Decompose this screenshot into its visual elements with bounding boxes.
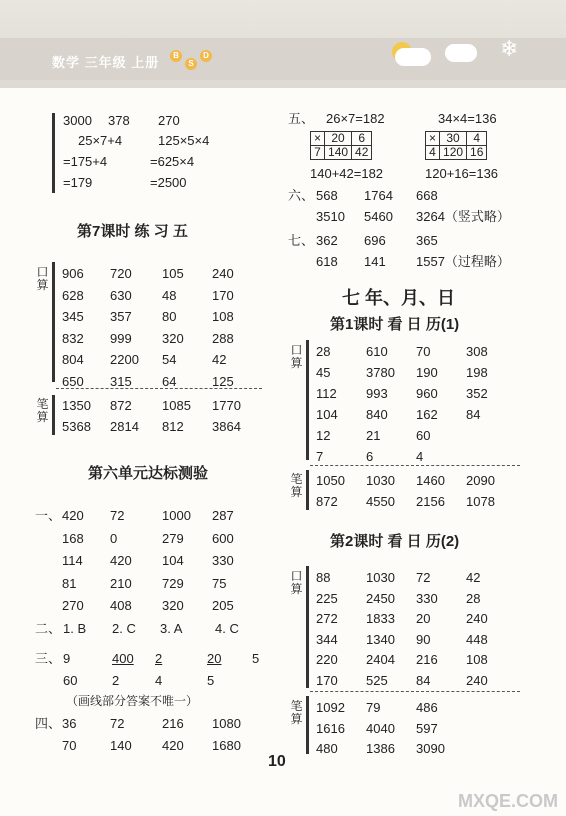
section-1-label: 一、 xyxy=(35,508,62,523)
calc-cell: =625×4 xyxy=(150,154,195,169)
fill-answer: 20 xyxy=(207,651,222,666)
grid-cell: 344 xyxy=(316,631,338,647)
grid-cell: 628 xyxy=(62,287,84,303)
grid-cell: 36 xyxy=(62,716,77,731)
grid-cell: 4 xyxy=(416,449,424,464)
grid-cell: 240 xyxy=(466,611,488,626)
grid-cell: 4550 xyxy=(366,494,395,509)
grid-cell: 72 xyxy=(110,508,125,523)
section-6-label: 六、 xyxy=(288,188,315,203)
grid-cell: 7 xyxy=(316,449,324,464)
grid-cell: 28 xyxy=(466,590,481,606)
section-7-label: 七、 xyxy=(288,233,315,248)
grid-cell: 2200 xyxy=(110,352,139,367)
grid-cell: 525 xyxy=(366,672,388,688)
grid-cell: 42 xyxy=(466,570,481,585)
table-cell: 4 xyxy=(467,132,487,146)
grid-cell: 330 xyxy=(416,590,438,606)
grid-cell: 315 xyxy=(110,373,132,389)
grid-cell: 872 xyxy=(316,494,338,509)
table-cell: 4 xyxy=(426,146,440,160)
grid-cell: 125 xyxy=(212,373,234,389)
calc-cell: 378 xyxy=(108,113,130,128)
grid-cell: 320 xyxy=(162,598,184,613)
grid-cell: 993 xyxy=(366,386,388,401)
grid-cell: 6 xyxy=(366,449,374,464)
grid-cell: 216 xyxy=(162,716,184,731)
grid-cell: 72 xyxy=(416,570,431,585)
choice-answer: 2. C xyxy=(112,621,136,636)
grid-cell: 1092 xyxy=(316,700,345,715)
grid-cell: 1460 xyxy=(416,473,445,488)
calc-cell: =179 xyxy=(63,175,93,190)
divider xyxy=(310,465,520,466)
fill-answer: 2 xyxy=(112,673,120,688)
grid-cell: 240 xyxy=(212,266,234,281)
lesson7-title: 第7课时 练 习 五 xyxy=(77,223,188,240)
grid-cell: 1616 xyxy=(316,720,345,736)
grid-cell: 28 xyxy=(316,344,331,359)
grid-cell: 72 xyxy=(110,716,125,731)
grid-cell: 2090 xyxy=(466,473,495,488)
calc-cell: =2500 xyxy=(150,175,187,190)
grid-cell: 345 xyxy=(62,309,84,324)
grid-cell: 0 xyxy=(110,530,118,546)
fill-answer: 60 xyxy=(63,673,78,688)
calc-cell: =175+4 xyxy=(63,154,108,169)
grid-cell: 84 xyxy=(416,672,431,688)
s5-equation-2: 34×4=136 xyxy=(438,111,497,126)
grid-cell: 108 xyxy=(212,309,234,324)
bisuan-bar xyxy=(306,696,309,754)
choice-answer: 4. C xyxy=(215,621,239,636)
divider xyxy=(56,388,262,389)
grid-cell: 141 xyxy=(364,254,386,269)
grid-cell: 64 xyxy=(162,373,177,389)
grid-cell: 610 xyxy=(366,344,388,359)
cloud-icon xyxy=(395,48,431,66)
fill-answer: 5 xyxy=(207,673,215,688)
page-number: 10 xyxy=(268,753,286,770)
grid-cell: 812 xyxy=(162,419,184,434)
grid-cell: 872 xyxy=(110,398,132,413)
fill-answer: 5 xyxy=(252,651,260,666)
bisuan-label: 笔算 xyxy=(290,472,303,499)
grid-cell: 486 xyxy=(416,700,438,715)
snowflake-icon: ❄ xyxy=(500,36,519,61)
grid-cell: 216 xyxy=(416,652,438,667)
grid-cell: 104 xyxy=(316,407,338,422)
fill-answer: 400 xyxy=(112,651,134,666)
grid-cell: 198 xyxy=(466,365,488,380)
grid-cell: 668 xyxy=(416,188,438,203)
grid-cell: 420 xyxy=(62,508,84,523)
section-2-label: 二、 xyxy=(35,621,62,636)
s5-sum-1: 140+42=182 xyxy=(310,166,384,181)
kousuan-label: 口算 xyxy=(290,569,303,596)
grid-cell: 1386 xyxy=(366,741,395,756)
grid-cell: 75 xyxy=(212,575,227,591)
grid-cell: 140 xyxy=(110,738,132,753)
grid-cell: 1030 xyxy=(366,473,395,488)
grid-cell: 999 xyxy=(110,330,132,346)
grid-cell: 5460 xyxy=(364,209,393,224)
grid-cell: 1085 xyxy=(162,398,191,413)
grid-cell: 225 xyxy=(316,590,338,606)
choice-answer: 3. A xyxy=(160,621,183,636)
grid-cell: 70 xyxy=(62,738,77,753)
grid-cell: 1340 xyxy=(366,631,395,647)
badge-d: D xyxy=(200,50,212,62)
fill-answer: 4 xyxy=(155,673,163,688)
calc-cell: 270 xyxy=(158,113,180,128)
grid-cell: 308 xyxy=(466,344,488,359)
grid-cell: 270 xyxy=(62,598,84,613)
grid-cell: 804 xyxy=(62,352,84,367)
grid-cell: 1557（过程略） xyxy=(416,254,510,269)
lesson1-title: 第1课时 看 日 历(1) xyxy=(330,316,460,333)
grid-cell: 104 xyxy=(162,553,184,568)
grid-cell: 170 xyxy=(212,287,234,303)
grid-cell: 2156 xyxy=(416,494,445,509)
grid-cell: 88 xyxy=(316,570,331,585)
table-cell: × xyxy=(426,132,440,146)
grid-cell: 650 xyxy=(62,373,84,389)
grid-cell: 240 xyxy=(466,672,488,688)
grid-cell: 79 xyxy=(366,700,381,715)
grid-cell: 220 xyxy=(316,652,338,667)
grid-cell: 2450 xyxy=(366,590,395,606)
grid-cell: 108 xyxy=(466,652,488,667)
watermark-logo: MXQE.COM xyxy=(457,791,558,811)
grid-cell: 5368 xyxy=(62,419,91,434)
table-cell: 7 xyxy=(311,146,325,160)
grid-cell: 720 xyxy=(110,266,132,281)
grid-cell: 42 xyxy=(212,352,227,367)
grid-cell: 1080 xyxy=(212,716,241,731)
grid-cell: 630 xyxy=(110,287,132,303)
grid-cell: 54 xyxy=(162,352,177,367)
grid-cell: 84 xyxy=(466,407,481,422)
grid-cell: 2404 xyxy=(366,652,395,667)
grid-cell: 114 xyxy=(62,553,83,568)
s5-multiplication-table-2 xyxy=(425,131,487,160)
grid-cell: 840 xyxy=(366,407,388,422)
bisuan-label: 笔算 xyxy=(290,699,303,726)
grid-cell: 60 xyxy=(416,428,431,443)
grid-cell: 288 xyxy=(212,330,234,346)
grid-cell: 330 xyxy=(212,553,234,568)
kousuan-label: 口算 xyxy=(36,265,49,292)
s5-equation-1: 26×7=182 xyxy=(326,111,385,126)
grid-cell: 1078 xyxy=(466,494,495,509)
grid-cell: 1764 xyxy=(364,188,393,203)
s3-note: （画线部分答案不唯一） xyxy=(66,694,199,708)
section-5-label: 五、 xyxy=(288,111,315,126)
grid-cell: 105 xyxy=(162,266,184,281)
grid-cell: 205 xyxy=(212,598,234,613)
table-cell: 6 xyxy=(352,132,372,146)
s5-sum-2: 120+16=136 xyxy=(425,166,499,181)
grid-cell: 162 xyxy=(416,407,438,422)
grid-cell: 1000 xyxy=(162,508,191,523)
grid-cell: 20 xyxy=(416,611,431,626)
grid-cell: 362 xyxy=(316,233,338,248)
grid-cell: 287 xyxy=(212,508,234,523)
kousuan-label: 口算 xyxy=(290,343,303,370)
grid-cell: 48 xyxy=(162,287,177,303)
grid-cell: 1050 xyxy=(316,473,345,488)
kousuan-bar xyxy=(306,566,309,688)
calc-cell: 125×5×4 xyxy=(158,133,210,148)
badge-s: S xyxy=(185,58,197,70)
table-cell: 20 xyxy=(325,132,352,146)
calc-cell: 3000 xyxy=(63,113,92,128)
grid-cell: 3090 xyxy=(416,741,445,756)
grid-cell: 45 xyxy=(316,365,331,380)
grid-cell: 597 xyxy=(416,720,438,736)
grid-cell: 420 xyxy=(162,738,184,753)
fill-answer: 9 xyxy=(63,651,71,666)
kousuan-bar xyxy=(306,340,309,460)
grid-cell: 272 xyxy=(316,611,338,626)
grid-cell: 352 xyxy=(466,386,488,401)
grid-cell: 1770 xyxy=(212,398,241,413)
grid-cell: 1350 xyxy=(62,398,91,413)
lesson2-title: 第2课时 看 日 历(2) xyxy=(330,533,460,550)
grid-cell: 21 xyxy=(366,428,381,443)
divider xyxy=(310,691,520,692)
grid-cell: 480 xyxy=(316,741,338,756)
calc-cell: 25×7+4 xyxy=(78,133,123,148)
choice-answer: 1. B xyxy=(63,621,87,636)
grid-cell: 112 xyxy=(316,386,337,401)
bisuan-label: 笔算 xyxy=(36,397,49,424)
table-cell: 140 xyxy=(325,146,352,160)
grid-cell: 1030 xyxy=(366,570,395,585)
grid-cell: 448 xyxy=(466,631,488,647)
s5-multiplication-table-1 xyxy=(310,131,372,160)
section-4-label: 四、 xyxy=(35,716,62,731)
grid-cell: 168 xyxy=(62,530,84,546)
fill-answer: 2 xyxy=(155,651,163,666)
grid-cell: 12 xyxy=(316,428,331,443)
table-cell: × xyxy=(311,132,325,146)
grid-cell: 906 xyxy=(62,266,84,281)
grid-cell: 600 xyxy=(212,530,234,546)
section-3-label: 三、 xyxy=(35,651,62,666)
grid-cell: 1680 xyxy=(212,738,241,753)
chapter-title: 七 年、月、日 xyxy=(342,288,456,308)
grid-cell: 357 xyxy=(110,309,132,324)
grid-cell: 81 xyxy=(62,575,77,591)
grid-cell: 90 xyxy=(416,631,431,647)
grid-cell: 3264（竖式略） xyxy=(416,209,510,224)
kousuan-bar xyxy=(52,262,55,382)
table-cell: 120 xyxy=(440,146,467,160)
badge-b: B xyxy=(170,50,182,62)
grid-cell: 696 xyxy=(364,233,386,248)
grid-cell: 3864 xyxy=(212,419,241,434)
bisuan-bar xyxy=(306,470,309,510)
grid-cell: 420 xyxy=(110,553,132,568)
grid-cell: 190 xyxy=(416,365,438,380)
table-cell: 16 xyxy=(467,146,487,160)
grid-cell: 320 xyxy=(162,330,184,346)
grid-cell: 1833 xyxy=(366,611,395,626)
grid-cell: 80 xyxy=(162,309,177,324)
grid-cell: 210 xyxy=(110,575,132,591)
grid-cell: 729 xyxy=(162,575,184,591)
page-header xyxy=(0,0,566,88)
grid-cell: 568 xyxy=(316,188,338,203)
grid-cell: 408 xyxy=(110,598,132,613)
grid-cell: 2814 xyxy=(110,419,139,434)
header-title: 数学 三年级 上册 xyxy=(52,55,160,70)
grid-cell: 365 xyxy=(416,233,438,248)
rain-cloud-icon xyxy=(445,44,477,62)
grid-cell: 170 xyxy=(316,672,338,688)
grid-cell: 832 xyxy=(62,330,84,346)
grid-cell: 70 xyxy=(416,344,431,359)
bisuan-bar xyxy=(52,395,55,435)
unit6-title: 第六单元达标测验 xyxy=(88,465,209,482)
grid-cell: 3510 xyxy=(316,209,345,224)
grid-cell: 4040 xyxy=(366,720,395,736)
grid-cell: 618 xyxy=(316,254,338,269)
table-cell: 30 xyxy=(440,132,467,146)
calc-bar xyxy=(52,113,55,193)
table-cell: 42 xyxy=(352,146,372,160)
grid-cell: 279 xyxy=(162,530,184,546)
grid-cell: 3780 xyxy=(366,365,395,380)
grid-cell: 960 xyxy=(416,386,438,401)
